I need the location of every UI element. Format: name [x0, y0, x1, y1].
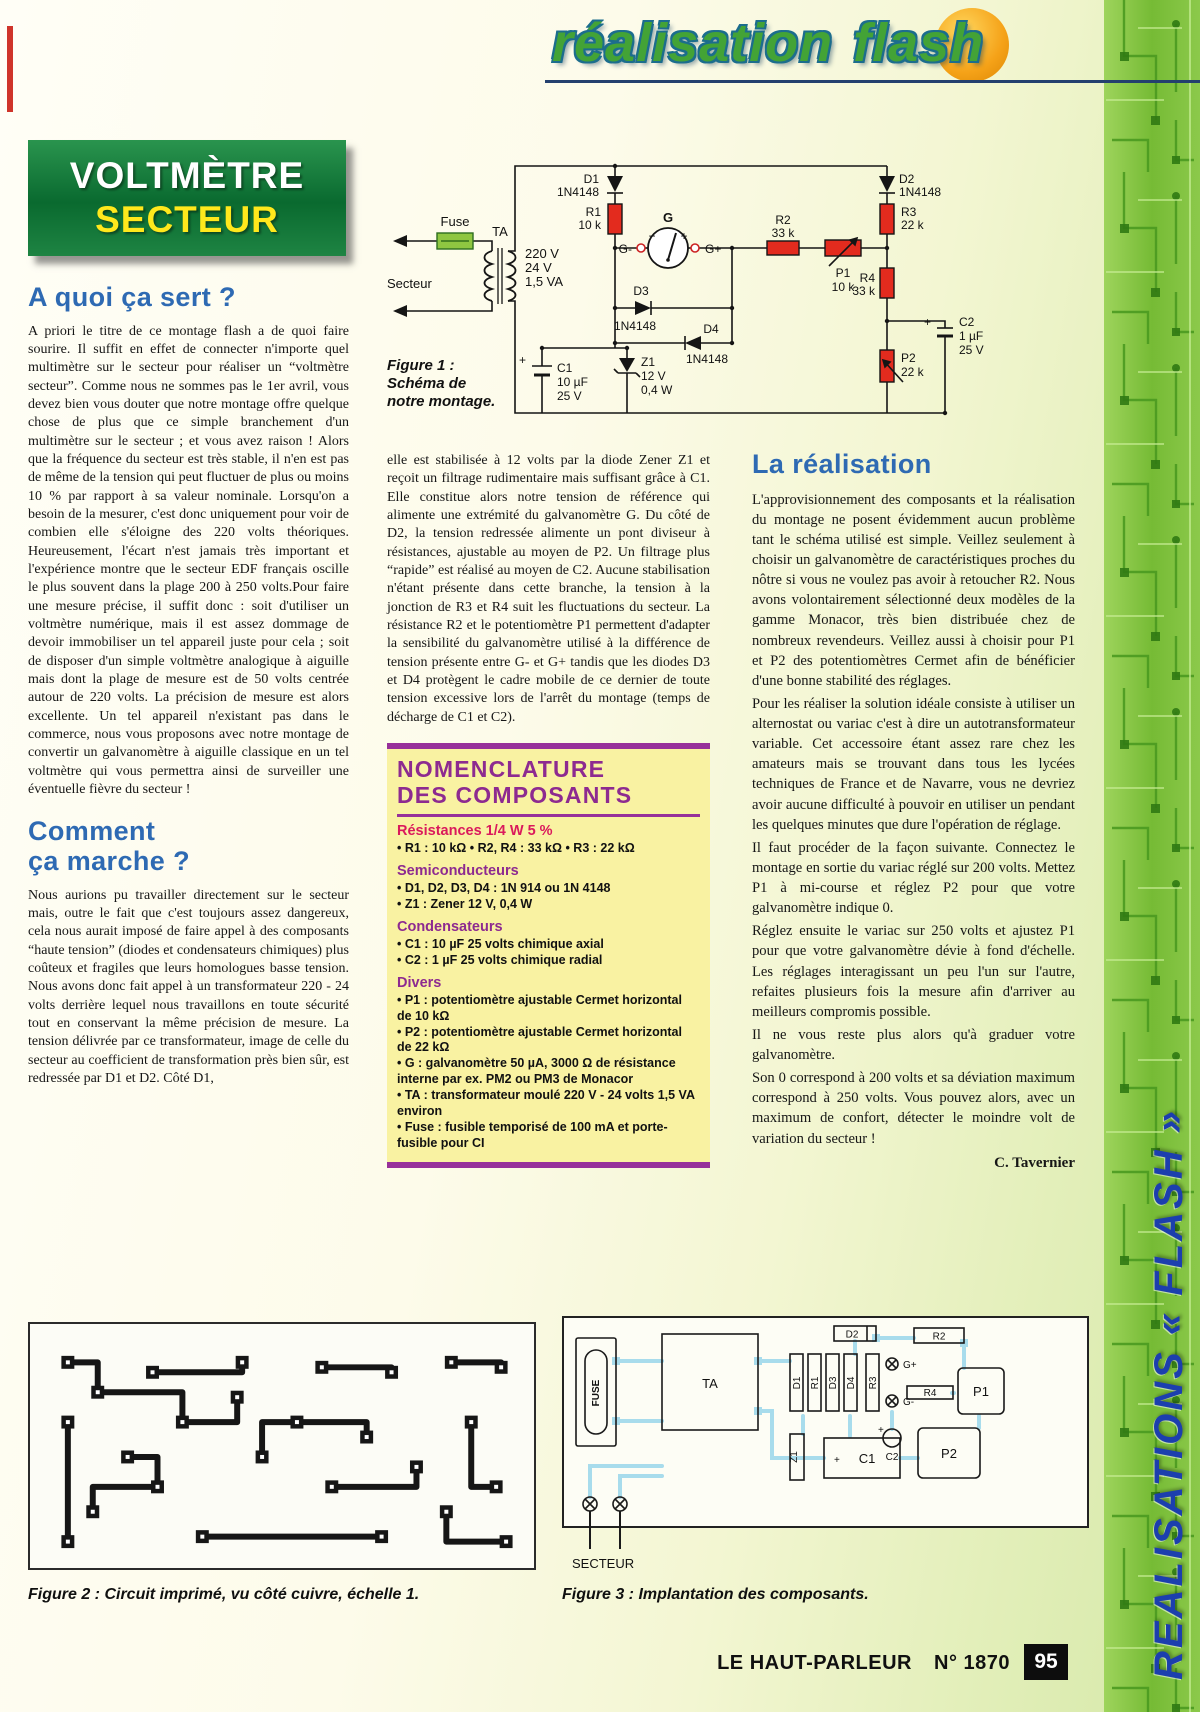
label-r1-val: 10 k — [578, 218, 601, 232]
label-c2: C2 — [959, 315, 975, 329]
heading-how-line2: ça marche ? — [28, 845, 190, 876]
label-z1: Z1 — [641, 355, 656, 369]
label-d4: D4 — [703, 322, 719, 336]
label-r2: R2 — [775, 213, 791, 227]
heading-how-line1: Comment — [28, 816, 156, 847]
g-plus-terminal — [691, 244, 699, 252]
label-p2: P2 — [901, 351, 916, 365]
label-r2-val: 33 k — [771, 226, 795, 240]
label-d4: D4 — [846, 1376, 857, 1390]
label-d1: D1 — [583, 172, 599, 186]
body-what-for: A priori le titre de ce montage flash a de quoi faire sourire. Il suffit en effet de connecter n'importe quel multimètre sur le secteur pour réaliser un “voltmètre secteur”. Comme nous ne sommes pas le 1er avril, vous devez bien vous douter que notre montage offre quelque chose de plus que ce simple branchement d'un multimètre sur le secteur ; et vous avez raison ! Alors que la fréquence du secteur est très stable, il n'en est pas de même de la tension qui peut fluctuer de plus ou moins 10 % par rapport à sa valeur nominale. Lorsqu'on a besoin de la mesurer, c'est donc uniquement pour voir de combien elle s'éloigne des 220 volts théoriques. Heureusement, l'écart n'est jamais très important et l'expérience montre que le secteur EDF français oscille le plus souvent dans la plage 200 à 250 volts.Pour faire une mesure précise, il suffit donc : soit d'utiliser un voltmètre numérique, mais il est assez dommage de devoir immobiliser un tel appareil juste pour cela ; soit de disposer d'un simple voltmètre analogique à aiguille mais dont la plage de mesure est de 50 volts centrée autour de 220 volts. La précision de mesure est alors excellente. Un tel appareil n'existant pas dans le commerce, nous vous proposons avec notre montage de convertir un galvanomètre à aiguille classique en un tel voltmètre qui vous permettra ainsi de surveiller une éventuelle fièvre du secteur ! — [28, 323, 349, 797]
nomenclature-item: • P1 : potentiomètre ajustable Cermet horizontal de 10 kΩ — [397, 992, 682, 1023]
mains-arrow-top — [393, 235, 407, 247]
sidebar-vertical-title: REALISATIONS « FLASH » — [1147, 1108, 1191, 1680]
nomenclature-item: • R1 : 10 kΩ • R2, R4 : 33 kΩ • R3 : 22 kΩ — [397, 841, 635, 856]
label-fuse: FUSE — [591, 1379, 602, 1407]
paragraph: Il ne vous reste plus alors qu'à graduer votre galvanomètre. — [752, 1026, 1075, 1064]
paragraph: L'approvisionnement des composants et la réalisation du montage ne posent évidemment aucun problème tant le schéma utilisé est simple. Veillez seulement à choisir un galvanomètre de caractéristiques proches du nôtre si vous ne voulez pas avoir à retoucher R2. Nous avons volontairement sélectionné deux modèles de la gamme Monacor, très bien distribuée chez de nombreux revendeurs. Veillez aussi à choisir pour P1 et P2 des potentiomètres Cermet afin de bénéficier d'une bonne stabilité des réglages. — [752, 491, 1075, 689]
figure1-caption-line1: Figure 1 : — [387, 357, 455, 374]
nomenclature-title — [397, 757, 700, 818]
nomenclature-item: • Fuse : fusible temporisé de 100 mA et porte-fusible pour CI — [397, 1119, 668, 1150]
label-15va: 1,5 VA — [525, 274, 564, 289]
label-24v: 24 V — [525, 260, 552, 275]
label-r1: R1 — [810, 1376, 821, 1390]
nomenclature-item: • TA : transformateur moulé 220 V - 24 volts 1,5 VA environ — [397, 1088, 695, 1118]
label-d3: D3 — [828, 1376, 839, 1390]
label-z1-val: 12 V — [641, 369, 666, 383]
figure3-caption: Figure 3 : Implantation des composants. — [562, 1586, 869, 1603]
label-g-plus: G+ — [903, 1360, 917, 1371]
label-c1-plus: + — [518, 353, 526, 367]
label-p2-val: 22 k — [901, 365, 924, 379]
zener-z1-symbol — [619, 358, 635, 372]
label-c1-plus: + — [834, 1455, 840, 1466]
label-d1: D1 — [792, 1376, 803, 1390]
label-z1-watt: 0,4 W — [641, 383, 673, 397]
header-logo — [552, 12, 984, 74]
header-rule — [545, 80, 1200, 83]
nomenclature-title-line2: DES COMPOSANTS — [397, 781, 633, 808]
figure2-pcb-frame — [28, 1322, 536, 1570]
label-c1-val: 10 µF — [557, 375, 588, 389]
label-fuse: Fuse — [440, 214, 470, 229]
label-secteur: Secteur — [387, 276, 432, 291]
diode-d4-symbol — [685, 336, 701, 350]
heading-how-it-works — [28, 817, 349, 876]
label-ta: TA — [492, 224, 508, 239]
nomenclature-box — [387, 743, 710, 1168]
paragraph: Pour les réaliser la solution idéale consiste à utiliser un alternostat ou variac c'est à dire un autotransformateur variable. Cet accessoire étant assez rare chez les amateurs mais se trouvant dans tous les lycées techniques de France et de Navarre, vous ne devriez avoir aucune difficulté à pouvoir en utiliser un pendant les quelques minutes que dure l'opération de réglage. — [752, 695, 1075, 833]
label-c1: C1 — [858, 1451, 876, 1466]
body-middle: elle est stabilisée à 12 volts par la diode Zener Z1 et reçoit un filtrage rudimentaire mais suffisant grâce à C1. Elle constitue alors notre tension de référence qui alimente une extrémité du galvanomètre G. Du côté de D2, la tension redressée alimente un pont diviseur à résistances, ajustable au moyen de P2. Un filtrage plus “rapide” est réalisé au moyen de C2. Aucune stabilisation n'étant présente dans cette branche, la tension à la jonction de R3 et R4 suit les fluctuations du secteur. La résistance R2 et le potentiomètre P1 permettent d'adapter la sensibilité du galvanomètre utilisé à la différence de tension présente entre G- et G+ tandis que les diodes D3 et D4 protègent le cadre mobile de ce dernier de toute tension excessive lors de l'arrêt du montage (temps de décharge de C1 et C2). — [387, 453, 710, 725]
label-d2-type: 1N4148 — [899, 185, 942, 199]
figure1-caption-line2: Schéma de — [387, 375, 467, 392]
transformer-symbol — [485, 248, 516, 304]
label-r1: R1 — [585, 205, 601, 219]
paragraph: Réglez ensuite le variac sur 250 volts et ajustez P1 pour que votre galvanomètre dévie à fond d'échelle. Les réglages interagissant un peu l'un sur l'autre, refaites plusieurs fois la mesure afin d'arriver au meilleurs compromis possible. — [752, 923, 1075, 1020]
diode-d2-symbol — [879, 176, 895, 192]
diode-d3-symbol — [635, 301, 651, 315]
label-d3: D3 — [633, 284, 649, 298]
label-ta: TA — [702, 1376, 718, 1391]
nomenclature-item: • D1, D2, D3, D4 : 1N 914 ou 1N 4148 — [397, 881, 611, 896]
label-220v: 220 V — [525, 246, 559, 261]
right-column — [752, 450, 1075, 1172]
label-p1-val: 10 k — [831, 280, 855, 294]
label-r3-val: 22 k — [901, 218, 924, 232]
paragraph: Il faut procéder de la façon suivante. Connectez le montage en sortie du variac réglé sur 200 volts. Mettez P1 à mi-course et réglez P2 pour que votre galvanomètre indique 0. — [752, 839, 1075, 917]
figure1-caption-line3: notre montage. — [387, 393, 496, 410]
label-plus: + — [680, 229, 688, 243]
footer-issue-number: N° 1870 — [934, 1652, 1010, 1674]
nomenclature-item: • G : galvanomètre 50 µA, 3000 Ω de résistance interne par ex. PM2 ou PM3 de Monacor — [397, 1056, 676, 1087]
label-r4-val: 33 k — [852, 284, 875, 298]
pcb-trace-art — [33, 1327, 531, 1565]
article-title-box — [28, 140, 346, 256]
middle-column — [387, 452, 710, 1168]
label-p2: P2 — [941, 1446, 957, 1461]
left-column — [28, 283, 349, 1088]
label-p1: P1 — [835, 266, 851, 280]
label-d4-type: 1N4148 — [685, 352, 729, 366]
nomenclature-item: • P2 : potentiomètre ajustable Cermet horizontal de 22 kΩ — [397, 1024, 682, 1055]
paragraph: Son 0 correspond à 200 volts et sa déviation maximum correspond à 250 volts. Vous pouvez alors, avec un maximum de confort, détecter le moindre volt de variation du secteur ! — [752, 1070, 1075, 1147]
logo-word-flash: flash — [853, 13, 985, 73]
body-how-it-works: Nous aurions pu travailler directement sur le secteur mais, outre le fait que c'est toujours assez dangereux, cela nous aurait imposé de faire appel à des composants “haute tension” (diodes et condensateurs chimiques) plus coûteux et fragiles que leurs homologues basse tension. Nous avons donc fait appel à un transformateur 220 - 24 volts derrière lequel nous travaillons en toute sécurité tout en conservant la même précision de mesure. La tension délivrée par ce transformateur, image de celle du secteur au coefficient de transformation près bien sûr, est redressée par D1 et D2. Côté D1, — [28, 887, 349, 1086]
label-c2-volt: 25 V — [959, 343, 984, 357]
nomenclature-title-line1: NOMENCLATURE — [397, 755, 606, 782]
author-signature: C. Tavernier — [994, 1154, 1075, 1171]
nomenclature-group-condensateurs: Condensateurs — [397, 919, 503, 936]
label-d3-type: 1N4148 — [613, 319, 657, 333]
label-g-minus: G- — [618, 242, 632, 256]
nomenclature-group-resistances: Résistances 1/4 W 5 % — [397, 823, 553, 840]
label-g: G — [662, 210, 674, 225]
diode-d1-symbol — [607, 176, 623, 192]
figure1-schematic-area — [385, 136, 1080, 448]
heading-realisation: La réalisation — [752, 449, 932, 479]
label-secteur: SECTEUR — [572, 1556, 635, 1571]
label-c2-plus: + — [878, 1425, 884, 1436]
label-r3: R3 — [901, 205, 917, 219]
label-r4: R4 — [923, 1388, 937, 1399]
label-d2: D2 — [899, 172, 915, 186]
label-c1-volt: 25 V — [557, 389, 582, 403]
label-d1-type: 1N4148 — [556, 185, 599, 199]
figure2-caption: Figure 2 : Circuit imprimé, vu côté cuivre, échelle 1. — [28, 1586, 420, 1603]
figure3-implantation — [562, 1316, 1090, 1578]
label-p1: P1 — [973, 1384, 989, 1399]
article-title-line2: SECTEUR — [95, 199, 279, 240]
g-minus-terminal — [637, 244, 645, 252]
red-accent-bar — [7, 26, 13, 112]
footer-journal-name: LE HAUT-PARLEUR — [717, 1652, 912, 1674]
figure1-schematic — [385, 136, 1080, 448]
page-number-badge: 95 — [1024, 1644, 1068, 1680]
nomenclature-item: • Z1 : Zener 12 V, 0,4 W — [397, 897, 533, 912]
nomenclature-item: • C2 : 1 µF 25 volts chimique radial — [397, 952, 603, 967]
heading-what-for: A quoi ça sert ? — [28, 282, 236, 312]
label-g-minus: G- — [903, 1397, 915, 1408]
fuse-symbol — [437, 233, 473, 249]
label-g-plus: G+ — [705, 242, 722, 256]
mains-arrow-bottom — [393, 305, 407, 317]
label-r4: R4 — [859, 271, 875, 285]
footer — [620, 1652, 1010, 1675]
nomenclature-item: • C1 : 10 µF 25 volts chimique axial — [397, 937, 604, 952]
label-r3: R3 — [868, 1376, 879, 1390]
label-c2: C2 — [885, 1452, 899, 1463]
label-c2-plus: + — [923, 315, 931, 329]
label-r2: R2 — [932, 1331, 946, 1343]
label-d2: D2 — [845, 1329, 859, 1341]
label-c1: C1 — [557, 361, 573, 375]
label-c2-val: 1 µF — [959, 329, 984, 343]
article-title-line1: VOLTMÈTRE — [69, 155, 305, 196]
figure3-drawing — [562, 1316, 1090, 1578]
label-z1: Z1 — [789, 1451, 800, 1463]
logo-word-realisation: réalisation — [552, 13, 834, 73]
label-minus: − — [648, 229, 656, 243]
nomenclature-group-semiconducteurs: Semiconducteurs — [397, 863, 519, 880]
nomenclature-group-divers: Divers — [397, 974, 442, 991]
